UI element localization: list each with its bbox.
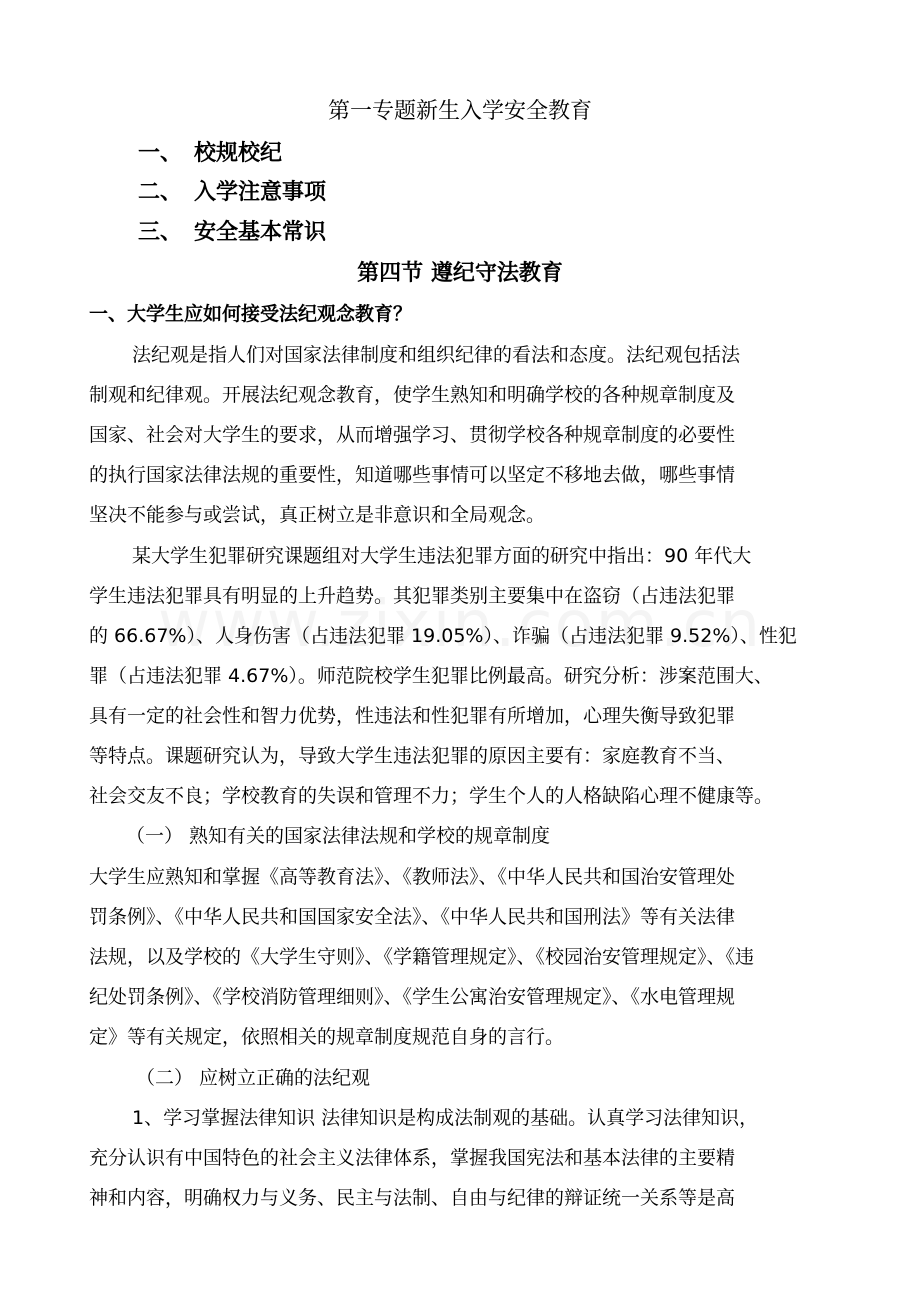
paragraph-line: 的 66.67%）、人身伤害（占违法犯罪 19.05%）、诈骗（占违法犯罪 9.52%）、性犯 [89, 625, 797, 647]
toc-item-label: 校规校纪 [194, 141, 283, 166]
paragraph-line: 学生违法犯罪具有明显的上升趋势。其犯罪类别主要集中在盗窃（占违法犯罪 [89, 585, 736, 607]
paragraph-line: 罪（占违法犯罪 4.67%）。师范院校学生犯罪比例最高。研究分析：涉案范围大、 [89, 665, 773, 687]
paragraph-line: 国家、社会对大学生的要求，从而增强学习、贯彻学校各种规章制度的必要性 [89, 424, 736, 446]
toc-item [138, 175, 326, 211]
paragraph-line: 社会交友不良；学校教育的失误和管理不力；学生个人的人格缺陷心理不健康等。 [89, 785, 774, 807]
toc-item-number: 一、 [138, 141, 183, 166]
paragraph-line: 的执行国家法律法规的重要性，知道哪些事情可以坚定不移地去做，哪些事情 [89, 464, 736, 486]
paragraph-line: 坚决不能参与或尝试，真正树立是非意识和全局观念。 [89, 504, 546, 526]
paragraph-line: 某大学生犯罪研究课题组对大学生违法犯罪方面的研究中指出：90 年代大 [132, 545, 752, 567]
toc-item-label: 安全基本常识 [194, 220, 327, 245]
subsection-heading: （一） 熟知有关的国家法律法规和学校的规章制度 [126, 825, 551, 847]
toc-item [138, 215, 326, 251]
section-heading: 第四节 遵纪守法教育 [357, 261, 563, 286]
paragraph-line: 神和内容，明确权力与义务、民主与法制、自由与纪律的辩证统一关系等是高 [89, 1187, 736, 1209]
toc-item-number: 二、 [138, 180, 183, 205]
paragraph-line: 制观和纪律观。开展法纪观念教育，使学生熟知和明确学校的各种规章制度及 [89, 384, 736, 406]
paragraph-line: 纪处罚条例》、《学校消防管理细则》、《学生公寓治安管理规定》、《水电管理规 [89, 986, 736, 1008]
paragraph-line: 法纪观是指人们对国家法律制度和组织纪律的看法和态度。法纪观包括法 [132, 344, 741, 366]
subsection-heading: （二） 应树立正确的法纪观 [136, 1067, 371, 1089]
toc-item [138, 136, 282, 172]
paragraph-line: 具有一定的社会性和智力优势，性违法和性犯罪有所增加，心理失衡导致犯罪 [89, 705, 736, 727]
paragraph-line: 1、学习掌握法律知识 法律知识是构成法制观的基础。认真学习法律知识， [132, 1107, 759, 1129]
paragraph-line: 充分认识有中国特色的社会主义法律体系，掌握我国宪法和基本法律的主要精 [89, 1147, 736, 1169]
page-title: 第一专题新生入学安全教育 [327, 99, 592, 124]
paragraph-line: 法规，以及学校的《大学生守则》、《学籍管理规定》、《校园治安管理规定》、《违 [89, 946, 755, 968]
paragraph-line: 大学生应熟知和掌握《高等教育法》、《教师法》、《中华人民共和国治安管理处 [89, 866, 736, 888]
paragraph-line: 罚条例》、《中华人民共和国国家安全法》、《中华人民共和国刑法》等有关法律 [89, 906, 736, 928]
paragraph-line: 定》等有关规定，依照相关的规章制度规范自身的言行。 [89, 1026, 565, 1048]
question-heading: 一、大学生应如何接受法纪观念教育？ [89, 303, 413, 325]
toc-item-number: 三、 [138, 220, 183, 245]
toc-item-label: 入学注意事项 [194, 180, 327, 205]
paragraph-line: 等特点。课题研究认为，导致大学生违法犯罪的原因主要有：家庭教育不当、 [89, 745, 736, 767]
